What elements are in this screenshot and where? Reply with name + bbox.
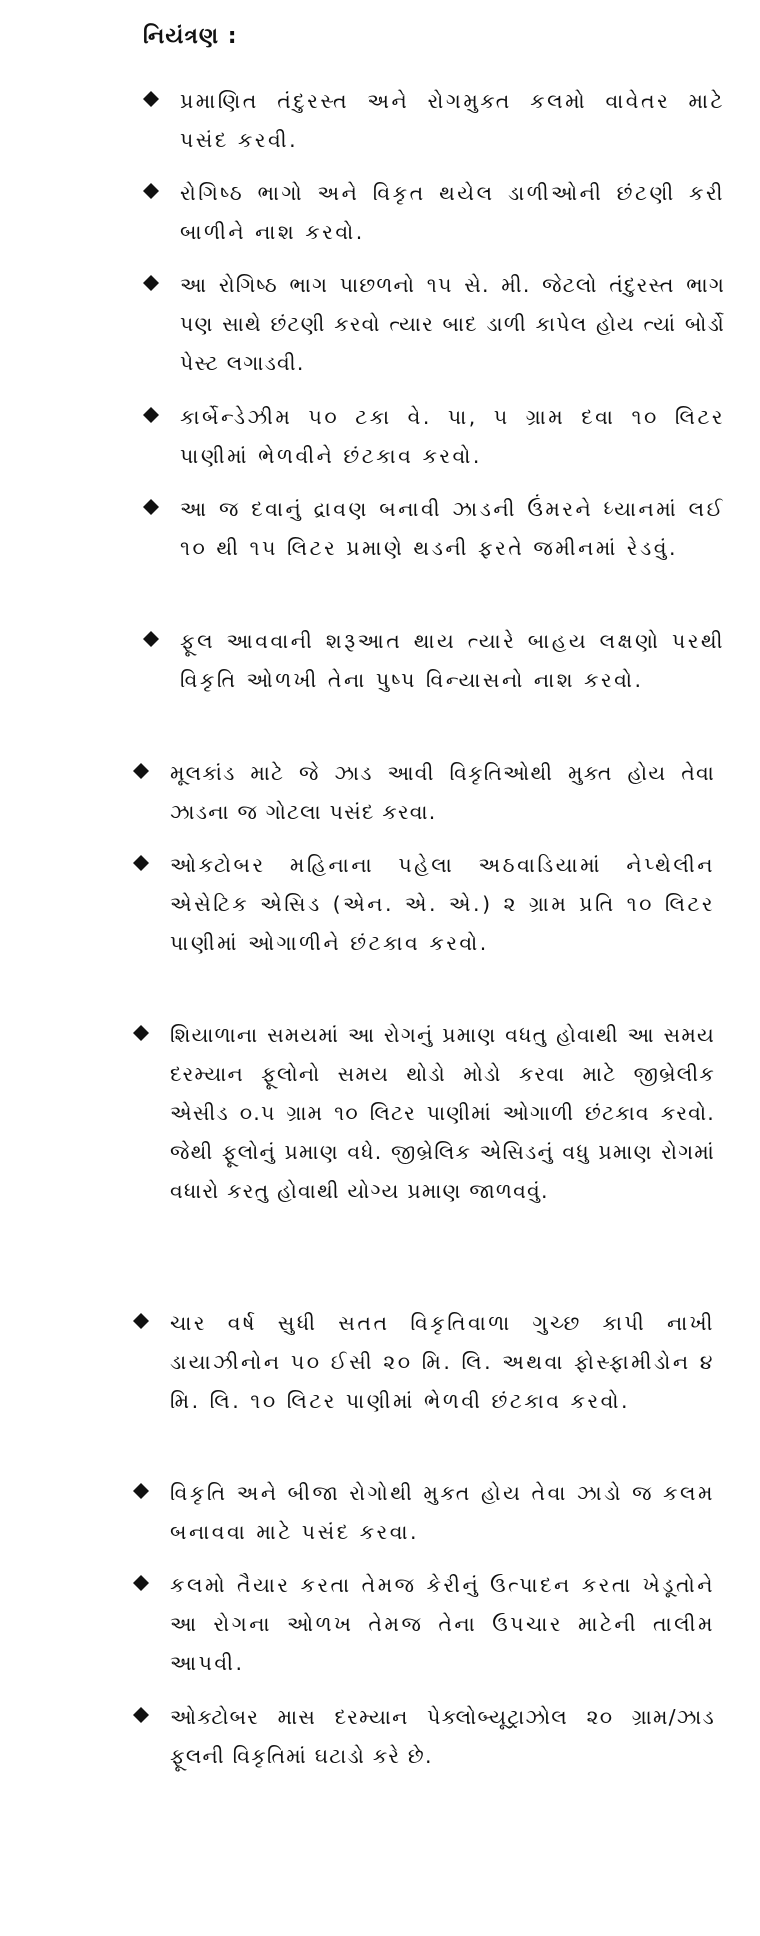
list-item-text: પ્રમાણિત તંદુરસ્ત અને રોગમુક્ત કલમો વાવેતર માટે પસંદ કરવી. <box>180 89 725 152</box>
diamond-bullet-icon <box>130 1310 152 1332</box>
diamond-bullet-icon <box>130 760 152 782</box>
diamond-bullet-icon <box>140 496 162 518</box>
diamond-bullet-icon <box>140 628 162 650</box>
diamond-bullet-icon <box>130 1572 152 1594</box>
diamond-bullet-icon <box>130 1480 152 1502</box>
diamond-bullet-icon <box>130 1022 152 1044</box>
diamond-bullet-icon <box>140 404 162 426</box>
list-item-text: ઓક્ટોબર મહિનાના પહેલા અઠવાડિયામાં નેપ્થેલીન એસેટિક એસિડ (એન. એ. એ.) ૨ ગ્રામ પ્રતિ ૧૦ લિટર પાણીમાં ઓગાળીને છંટકાવ કરવો. <box>170 853 715 955</box>
diamond-bullet-icon <box>140 272 162 294</box>
list-item-text: ફૂલ આવવાની શરૂઆત થાય ત્યારે બાહય લક્ષણો પરથી વિકૃતિ ઓળખી તેના પુષ્પ વિન્યાસનો નાશ કરવો. <box>180 629 725 692</box>
list-item-text: આ જ દવાનું દ્રાવણ બનાવી ઝાડની ઉંમરને ધ્યાનમાં લઈ ૧૦ થી ૧૫ લિટર પ્રમાણે થડની ફરતે જમીનમાં રેડવું. <box>180 497 725 560</box>
diamond-bullet-icon <box>140 180 162 202</box>
list-item-text: આ રોગિષ્ઠ ભાગ પાછળનો ૧૫ સે. મી. જેટલો તંદુરસ્ત ભાગ પણ સાથે છંટણી કરવો ત્યાર બાદ ડાળી કાપેલ હોય ત્યાં બોર્ડો પેસ્ટ લગાડવી. <box>180 273 725 375</box>
diamond-bullet-icon <box>130 1704 152 1726</box>
list-item-text: કલમો તૈયાર કરતા તેમજ કેરીનું ઉત્પાદન કરતા ખેડૂતોને આ રોગના ઓળખ તેમજ તેના ઉપચાર માટેની તાલીમ આપવી. <box>170 1573 715 1675</box>
list-item-text: રોગિષ્ઠ ભાગો અને વિકૃત થયેલ ડાળીઓની છંટણી કરી બાળીને નાશ કરવો. <box>180 181 725 244</box>
list-item-text: મૂલકાંડ માટે જે ઝાડ આવી વિકૃતિઓથી મુક્ત હોય તેવા ઝાડના જ ગોટલા પસંદ કરવા. <box>170 761 715 824</box>
list-item-text: શિયાળાના સમયમાં આ રોગનું પ્રમાણ વધતુ હોવાથી આ સમય દરમ્યાન ફૂલોનો સમય થોડો મોડો કરવા માટે જીબ્રેલીક એસીડ ૦.૫ ગ્રામ ૧૦ લિટર પાણીમાં ઓગાળી છંટકાવ કરવો. જેથી ફૂલોનું પ્રમાણ વધે. જીબ્રેલિક એસિડનું વધુ પ્રમાણ રોગમાં વધારો કરતુ હોવાથી યોગ્ય પ્રમાણ જાળવવું. <box>170 1023 715 1203</box>
list-item-text: ચાર વર્ષ સુધી સતત વિકૃતિવાળા ગુચ્છ કાપી નાખી ડાયાઝીનોન ૫૦ ઈસી ૨૦ મિ. લિ. અથવા ફોસ્ફામીડોન ૪ મિ. લિ. ૧૦ લિટર પાણીમાં ભેળવી છંટકાવ કરવો. <box>170 1311 715 1413</box>
diamond-bullet-icon <box>130 852 152 874</box>
list-item-text: કાર્બેન્ડેઝીમ ૫૦ ટકા વે. પા, ૫ ગ્રામ દવા ૧૦ લિટર પાણીમાં ભેળવીને છંટકાવ કરવો. <box>180 405 725 468</box>
diamond-bullet-icon <box>140 88 162 110</box>
list-item-text: ઓક્ટોબર માસ દરમ્યાન પેક્લોબ્યૂટ્રાઝોલ ૨૦ ગ્રામ/ઝાડ ફૂલની વિકૃતિમાં ઘટાડો કરે છે. <box>170 1705 715 1768</box>
list-item-text: વિકૃતિ અને બીજા રોગોથી મુક્ત હોય તેવા ઝાડો જ કલમ બનાવવા માટે પસંદ કરવા. <box>170 1481 715 1544</box>
section-heading: નિયંત્રણ : <box>143 24 238 49</box>
